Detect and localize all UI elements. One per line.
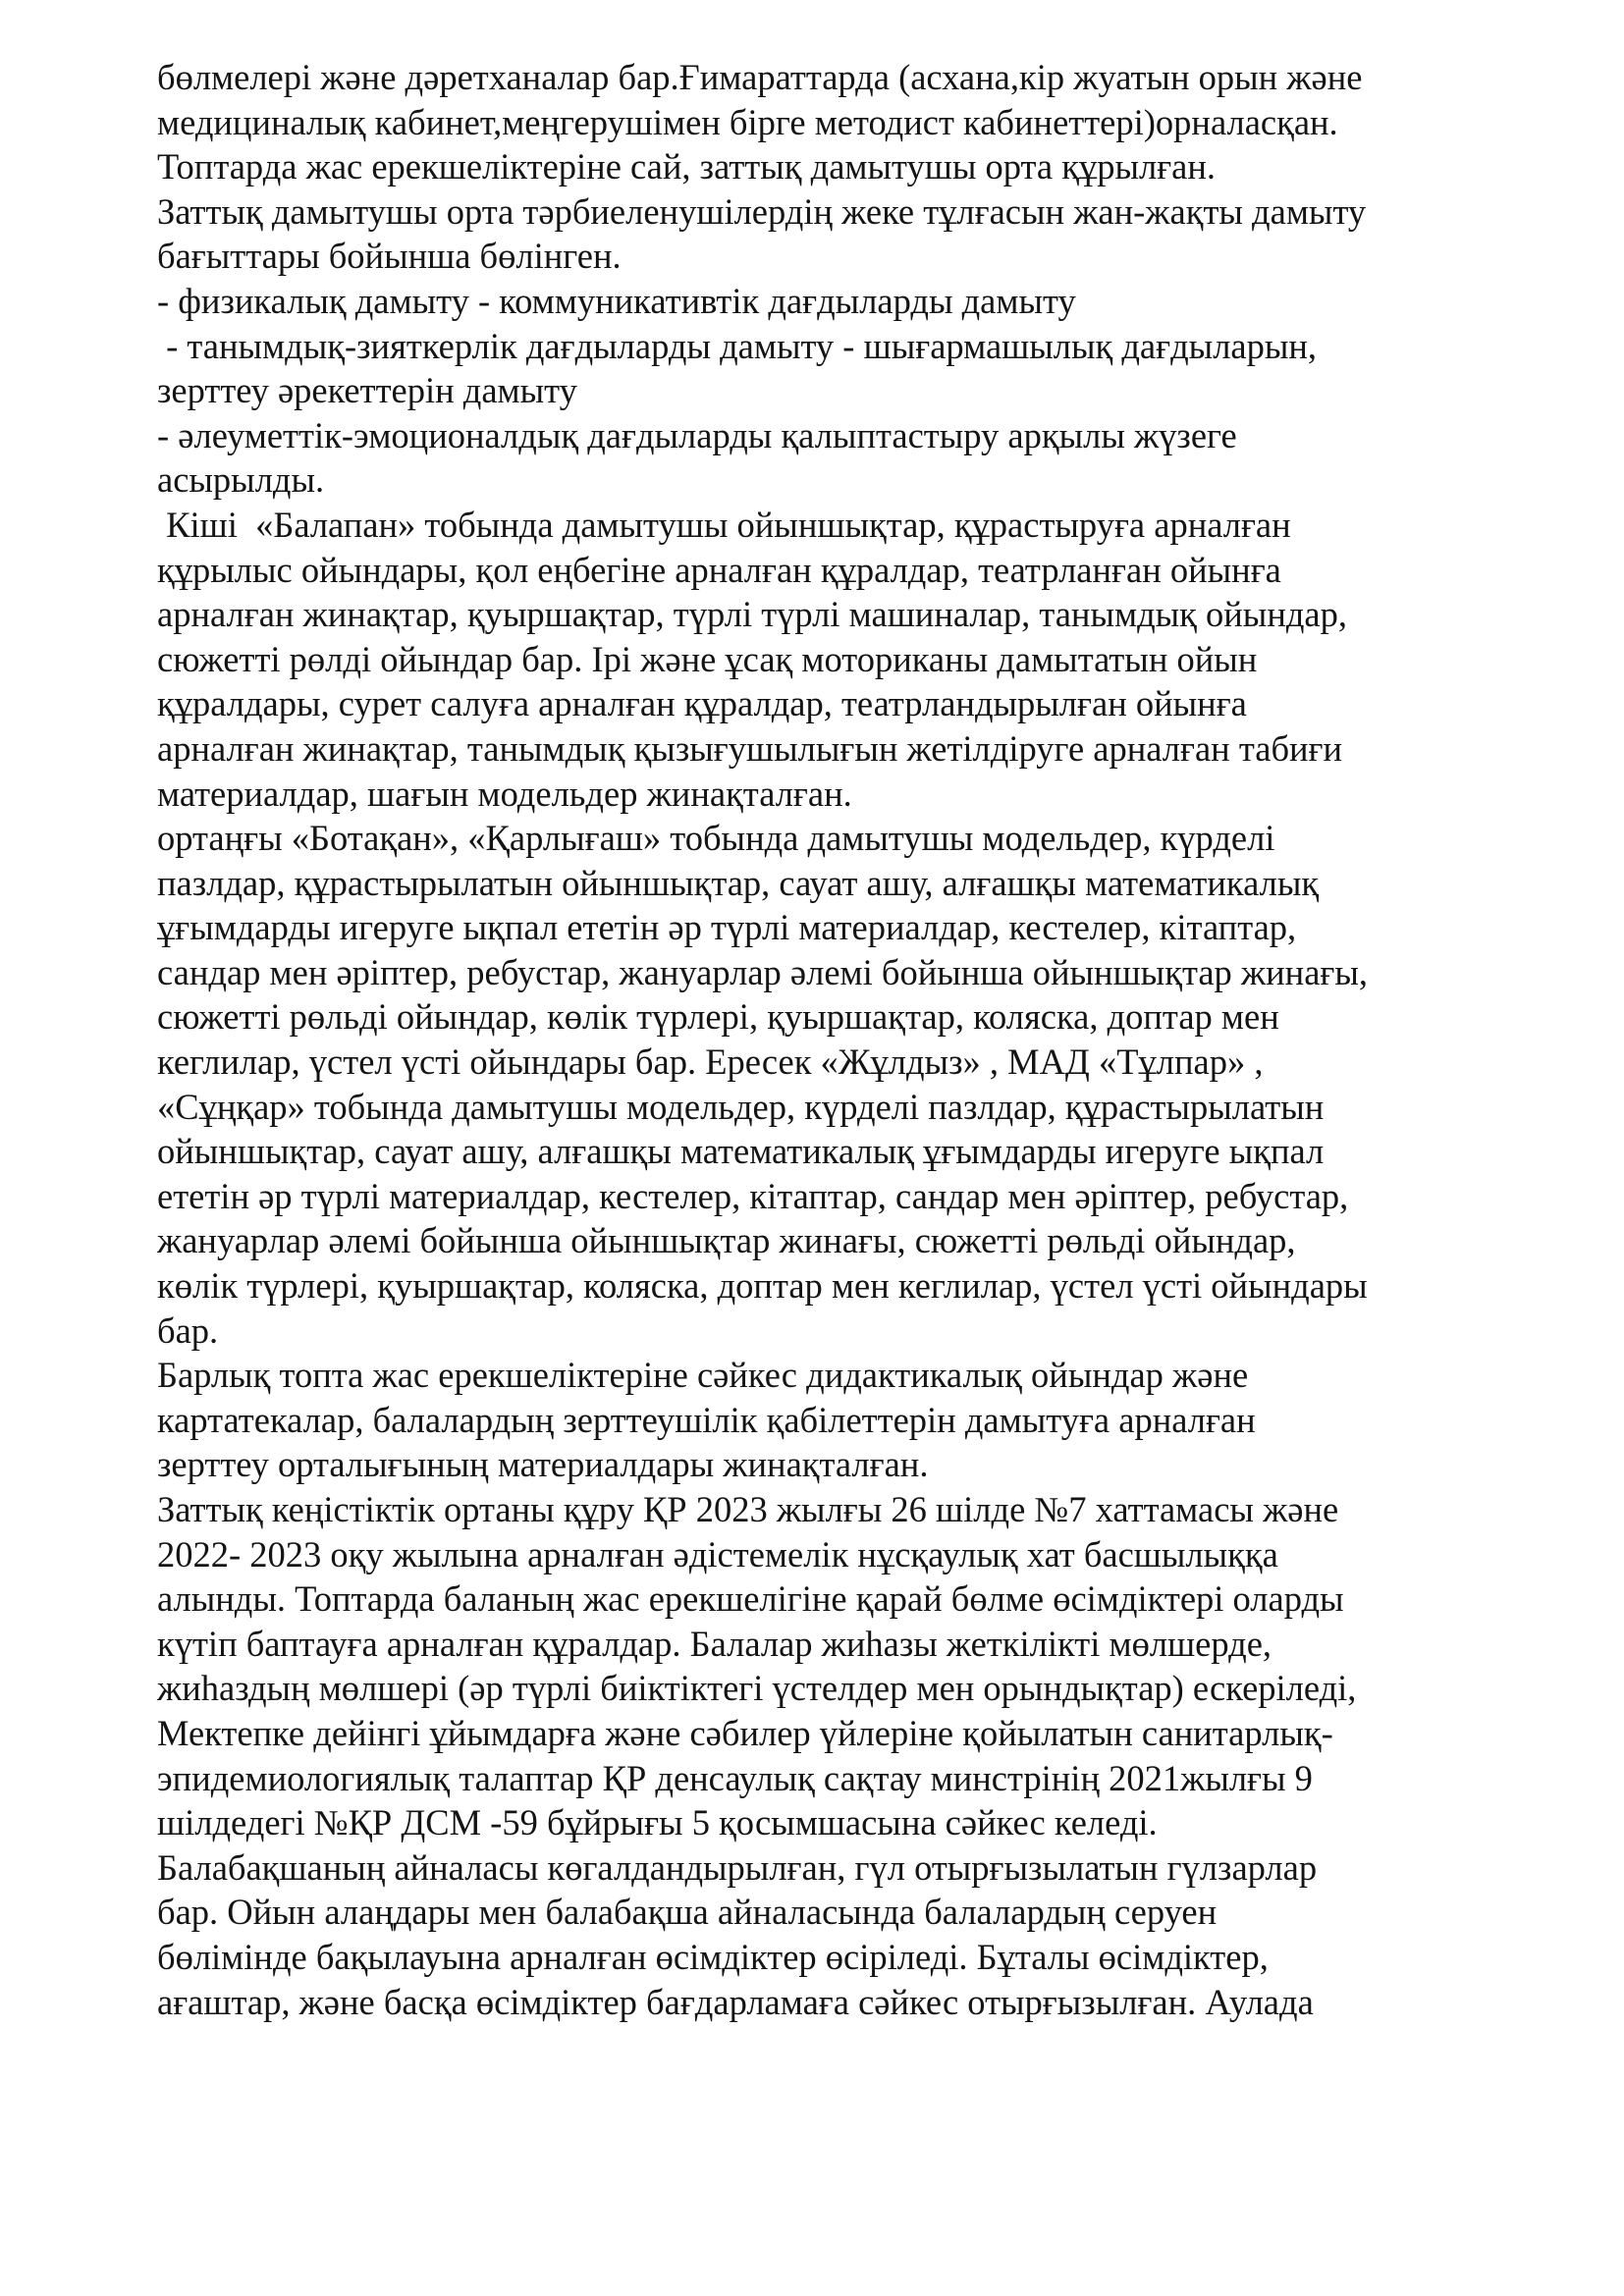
text-line: сюжетті рөлді ойындар бар. Ірі және ұсақ моториканы дамытатын ойын — [157, 638, 1258, 679]
text-line: ортаңғы «Ботақан», «Қарлығаш» тобында дамытушы модельдер, күрделі — [157, 818, 1275, 859]
text-line: Заттық дамытушы орта тәрбиеленушілердің жеке тұлғасын жан-жақты дамыту — [157, 190, 1367, 232]
text-line: ететін әр түрлі материалдар, кестелер, кітаптар, сандар мен әріптер, ребустар, — [157, 1175, 1349, 1216]
text-line: Заттық кеңістіктік ортаны құру ҚР 2023 жылғы 26 шілде №7 хаттамасы және — [157, 1489, 1339, 1529]
text-line: жануарлар әлемі бойынша ойыншықтар жинағы, сюжетті рөльді ойындар, — [157, 1220, 1296, 1261]
text-line: ойыншықтар, сауат ашу, алғашқы математикалық ұғымдарды игеруге ықпал — [157, 1131, 1325, 1172]
text-line: медициналық кабинет,меңгерушімен бірге методист кабинеттері)орналасқан. — [157, 101, 1338, 142]
text-line: - әлеуметтік-эмоционалдық дағдыларды қалыптастыру арқылы жүзеге — [157, 414, 1237, 455]
text-line: жиһаздың мөлшері (әр түрлі биіктіктегі үстелдер мен орындықтар) ескеріледі, — [157, 1668, 1357, 1709]
text-line: бөлмелері және дәретханалар бар.Ғимараттарда (асхана,кір жуатын орын және — [157, 57, 1363, 97]
text-line: күтіп баптауға арналған құралдар. Балалар жиһазы жеткілікті мөлшерде, — [157, 1623, 1272, 1664]
text-line: зерттеу орталығының материалдары жинақталған. — [157, 1444, 929, 1485]
body-text — [157, 55, 1532, 2024]
text-line: арналған жинақтар, қуыршақтар, түрлі түрлі машиналар, танымдық ойындар, — [157, 594, 1348, 635]
text-line: шілдедегі №ҚР ДСМ -59 бұйрығы 5 қосымшасына сәйкес келеді. — [157, 1802, 1158, 1843]
text-line: Барлық топта жас ерекшеліктеріне сәйкес дидактикалық ойындар және — [157, 1355, 1249, 1396]
text-line: материалдар, шағын модельдер жинақталған. — [157, 773, 852, 814]
text-line: бар. Ойын алаңдары мен балабақша айналасында балалардың серуен — [157, 1892, 1218, 1933]
text-line: бар. — [157, 1309, 219, 1351]
text-line: сандар мен әріптер, ребустар, жануарлар әлемі бойынша ойыншықтар жинағы, — [157, 951, 1369, 992]
text-line: ұғымдарды игеруге ықпал ететін әр түрлі материалдар, кестелер, кітаптар, — [157, 907, 1297, 948]
text-line: көлік түрлері, қуыршақтар, коляска, доптар мен кеглилар, үстел үсті ойындары — [157, 1265, 1368, 1307]
text-line: Кіші «Балапан» тобында дамытушы ойыншықтар, құрастыруға арналған — [157, 504, 1291, 545]
text-line: арналған жинақтар, танымдық қызығушылығын жетілдіруге арналған табиғи — [157, 727, 1343, 769]
text-line: сюжетті рөльді ойындар, көлік түрлері, қуыршақтар, коляска, доптар мен — [157, 996, 1279, 1038]
text-line: бөлімінде бақылауына арналған өсімдіктер өсіріледі. Бұталы өсімдіктер, — [157, 1936, 1269, 1977]
text-line: құрылыс ойындары, қол еңбегіне арналған құралдар, театрланған ойынға — [157, 549, 1281, 590]
text-line: - физикалық дамыту - коммуникативтік дағдыларды дамыту — [157, 280, 1076, 321]
text-line: - танымдық-зияткерлік дағдыларды дамыту - шығармашылық дағдыларын, — [157, 325, 1318, 366]
text-line: ағаштар, және басқа өсімдіктер бағдарламаға сәйкес отырғызылған. Аулада — [157, 1981, 1314, 2022]
text-line: эпидемиологиялық талаптар ҚР денсаулық сақтау минстрінің 2021жылғы 9 — [157, 1757, 1313, 1798]
text-line: асырылды. — [157, 459, 325, 501]
text-line: «Сұңқар» тобында дамытушы модельдер, күрделі пазлдар, құрастырылатын — [157, 1086, 1325, 1127]
text-line: Балабақшаның айналасы көгалдандырылған, гүл отырғызылатын гүлзарлар — [157, 1846, 1318, 1888]
text-line: бағыттары бойынша бөлінген. — [157, 236, 622, 277]
text-line: құралдары, сурет салуға арналған құралдар, театрландырылған ойынға — [157, 683, 1247, 724]
text-line: пазлдар, құрастырылатын ойыншықтар, сауат ашу, алғашқы математикалық — [157, 862, 1320, 903]
text-line: Мектепке дейінгі ұйымдарға және сәбилер үйлеріне қойылатын санитарлық- — [157, 1712, 1333, 1753]
text-line: картатекалар, балалардың зерттеушілік қабілеттерін дамытуға арналған — [157, 1399, 1256, 1440]
text-line: алынды. Топтарда баланың жас ерекшелігіне қарай бөлме өсімдіктері оларды — [157, 1578, 1344, 1620]
text-line: Топтарда жас ерекшеліктеріне сай, заттық дамытушы орта құрылған. — [157, 146, 1217, 187]
text-line: зерттеу әрекеттерін дамыту — [157, 370, 577, 411]
text-line: кеглилар, үстел үсті ойындары бар. Ересек «Жұлдыз» , МАД «Тұлпар» , — [157, 1041, 1264, 1083]
text-line: 2022- 2023 оқу жылына арналған әдістемелік нұсқаулық хат басшылыққа — [157, 1533, 1278, 1575]
